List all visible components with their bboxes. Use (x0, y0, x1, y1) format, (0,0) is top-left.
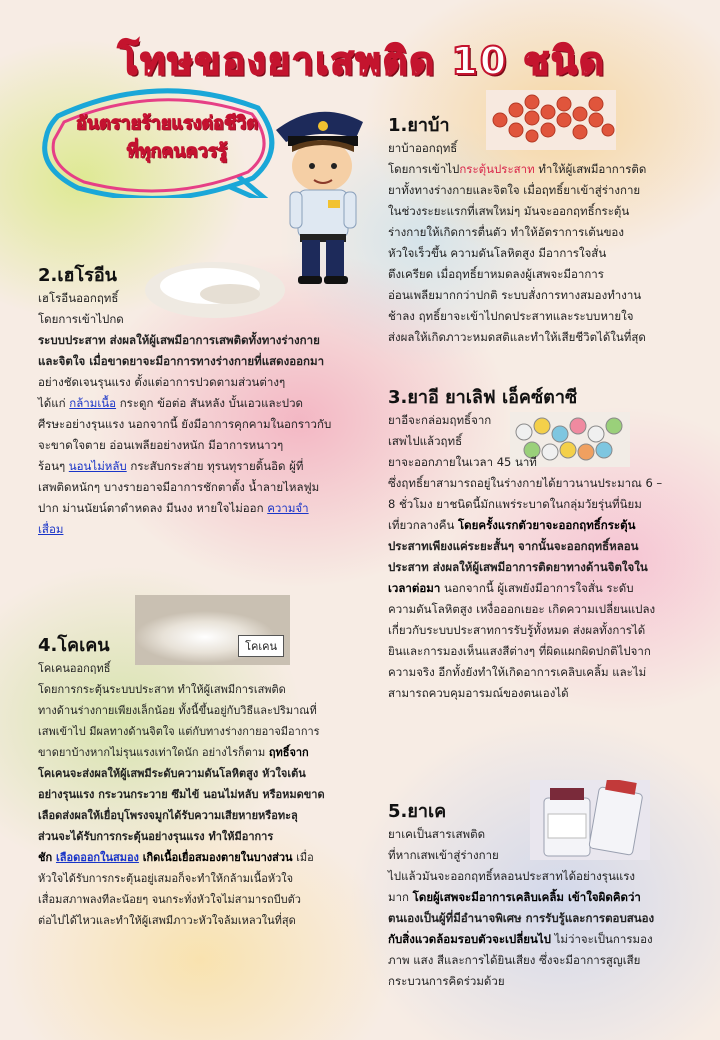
text-line: อย่างชัดเจนรุนแรง ตั้งแต่อาการปวดตามส่วนต่างๆ (38, 375, 286, 389)
section-yaba-heading: 1.ยาบ้า (388, 115, 450, 136)
link-brain-bleed[interactable]: เลือดออกในสมอง (55, 851, 139, 864)
text-line: ปาก ม่านนัยน์ตาดำหดลง มีนงง หายใจไม่ออก ความจำ (38, 501, 309, 515)
text-line: ประสาทเพียงแค่ระยะสั้นๆ จากนั้นจะออกฤทธิ์หลอน (388, 539, 639, 553)
text-line: ยาเคเป็นสารเสพติด (388, 827, 486, 841)
section-ketamine-text (388, 824, 654, 992)
text-line: ตึงเครียด เมื่อฤทธิ์ยาหมดลงผู้เสพจะมีอาการ (388, 267, 604, 281)
text-line: หัวใจได้รับการกระตุ้นอยู่เสมอก็จะทำให้กล้ามเนื้อหัวใจ (38, 872, 294, 885)
section-heroin-heading: 2.เฮโรอีน (38, 265, 117, 286)
bubble-text (42, 110, 292, 166)
section-cocaine-text (38, 658, 325, 931)
text-line: เสพติดหนักๆ บางรายอาจมีอาการชักตาตั้ง น้ำลายไหลฟูม (38, 480, 320, 494)
text-line: ตนเองเป็นผู้ที่มีอำนาจพิเศษ การรับรู้และการตอบสนอง (388, 911, 655, 925)
text-line: เกี่ยวกับระบบประสาทการรับรู้ทั้งหมด ส่งผลทั้งการได้ (388, 623, 646, 637)
text-line: ได้แก่ กล้ามเนื้อ กระดูก ข้อต่อ สันหลัง บั้นเอวและปวด (38, 396, 304, 410)
text-line: ไปแล้วมันจะออกฤทธิ์หลอนประสาทได้อย่างรุนแรง (388, 869, 636, 883)
text-line: กับสิ่งแวดล้อมรอบตัวจะเปลี่ยนไป ไม่ว่าจะเป็นการมอง (388, 932, 653, 946)
text-line: หัวใจเร็วขึ้น ความดันโลหิตสูง มีอาการใจสั่น (388, 246, 607, 260)
text-line: ส่วนจะได้รับการกระตุ้นอย่างรุนแรง ทำให้มีอาการ (38, 830, 274, 843)
text-line: เที่ยวกลางคืน โดยครั้งแรกตัวยาจะออกฤทธิ์กระตุ้น (388, 518, 636, 532)
section-ecstasy-heading: 3.ยาอี ยาเลิฟ เอ็คซ์ตาซี (388, 387, 578, 408)
text-line (38, 519, 331, 540)
text-line: ยาทั้งทางร่างกายและจิตใจ เมื่อฤทธิ์ยาเข้าสู่ร่างกาย (388, 183, 641, 197)
text-line: เสพเข้าไป มีผลทางด้านจิตใจ แต่กับทางร่างกายอาจมีอาการ (38, 725, 320, 738)
text-line: เวลาต่อมา นอกจากนี้ ผู้เสพยังมีอาการใจสั่น ระดับ (388, 581, 634, 595)
link-muscle[interactable]: กล้ามเนื้อ (69, 396, 117, 410)
text-line: อย่างรุนแรง กระวนกระวาย ซึมไข้ นอนไม่หลับ หรือหมดขาด (38, 788, 325, 801)
bubble-line-1: อันตรายร้ายแรงต่อชีวิต (75, 113, 259, 134)
text-line: ที่หากเสพเข้าสู่ร่างกาย (388, 848, 499, 862)
text-line: และจิตใจ เมื่อขาดยาจะมีอาการทางร่างกายที่แสดงออกมา (38, 354, 325, 368)
text-line: โดยการเข้าไปกด (38, 312, 124, 326)
text-line: เสพไปแล้วฤทธิ์ (388, 434, 463, 448)
text-line: มาก โดยผู้เสพจะมีอาการเคลิบเคลิ้ม เข้าใจผิดคิดว่า (388, 890, 641, 904)
text-line: อ่อนเพลียมากกว่าปกติ ระบบสั่งการทางสมองทำงาน (388, 288, 642, 302)
text-line: ยาบ้าออกฤทธิ์ (388, 141, 458, 155)
text-line: เสื่อมสภาพลงทีละน้อยๆ จนกระทั่งหัวใจไม่สามารถบีบตัว (38, 893, 301, 906)
text-line: โดยการกระตุ้นระบบประสาท ทำให้ผู้เสพมีการเสพติด (38, 683, 286, 696)
text-line: จะขาดใจตาย อ่อนเพลียอย่างหนัก มีอาการหนาวๆ (38, 438, 284, 452)
text-line: ยินและการมองเห็นแสงสีต่างๆ ที่ผิดแผกผิดปกติไปจาก (388, 644, 651, 658)
text-line: ส่งผลให้เกิดภาวะหมดสติและทำให้เสียชีวิตได้ในที่สุด (388, 330, 646, 344)
link-memory-cont[interactable]: เสื่อม (38, 522, 64, 536)
section-heroin-text (38, 288, 331, 540)
text-line: ความจริง อีกทั้งยังทำให้เกิดอาการเคลิบเคลิ้ม และไม่ (388, 665, 647, 679)
text-line: เลือดส่งผลให้เยื่อบุโพรงจมูกได้รับความเสียหายหรือทะลุ (38, 809, 298, 822)
cocaine-photo (135, 595, 290, 665)
poster-title: โทษของยาเสพติด 10 ชนิด (118, 39, 606, 83)
text-line: ช้าลง ฤทธิ์ยาจะเข้าไปกดประสาทและระบบหายใจ (388, 309, 634, 323)
text-line: ชัก เลือดออกในสมอง เกิดเนื้อเยื่อสมองตายในบางส่วน เมื่อ (38, 851, 314, 864)
text-line: ในช่วงระยะแรกที่เสพใหม่ๆ มันจะออกฤทธิ์กระตุ้น (388, 204, 630, 218)
text-line: ต่อไปได้ไหวและทำให้ผู้เสพมีภาวะหัวใจล้มเหลวในที่สุด (38, 914, 296, 927)
text-line: 8 ชั่วโมง ยาชนิดนี้มักแพร่ระบาดในกลุ่มวัยรุ่นที่นิยม (388, 497, 642, 511)
section-yaba-text (388, 138, 646, 348)
text-line: สามารถควบคุมอารมณ์ของตนเองได้ (388, 686, 569, 700)
text-line: โดยการเข้าไปกระตุ้นประสาท ทำให้ผู้เสพมีอาการติด (388, 162, 647, 176)
text-line: กระบวนการคิดร่วมด้วย (388, 974, 505, 988)
text-line: ความดันโลหิตสูง เหงื่อออกเยอะ เกิดความเปลี่ยนแปลง (388, 602, 656, 616)
cocaine-photo-label: โคเคน (238, 635, 284, 657)
text-line: ทางด้านร่างกายเพียงเล็กน้อย ทั้งนี้ขึ้นอยู่กับวิธีและปริมาณที่ (38, 704, 317, 717)
link-insomnia[interactable]: นอนไม่หลับ (68, 459, 127, 473)
text-line: ซึ่งฤทธิ์ยาสามารถอยู่ในร่างกายได้ยาวนานประมาณ 6 – (388, 476, 663, 490)
text-line: ยาอีจะกล่อมฤทธิ์จาก (388, 413, 492, 427)
text-line: เฮโรอีนออกฤทธิ์ (38, 291, 119, 305)
text-line: ระบบประสาท ส่งผลให้ผู้เสพมีอาการเสพติดทั้งทางร่างกาย (38, 333, 320, 347)
bubble-line-2: ที่ทุกคนควรรู้ (126, 141, 228, 162)
link-memory[interactable]: ความจำ (267, 501, 309, 515)
text-line: ศีรษะอย่างรุนแรง นอกจากนี้ ยังมีอาการคุกคามในอกราวกับ (38, 417, 332, 431)
text-line: ขาดยาบ้างหากไม่รุนแรงเท่าใดนัก อย่างไรก็ตาม ฤทธิ์จาก (38, 746, 309, 759)
text-line: โคเคนจะส่งผลให้ผู้เสพมีระดับความดันโลหิตสูง หัวใจเต้น (38, 767, 306, 780)
text-line: ภาพ แสง สีและการได้ยินเสียง ซึ่งจะมีอาการสูญเสีย (388, 953, 641, 967)
text-line: ยาจะออกภายในเวลา 45 นาที (388, 455, 537, 469)
section-ketamine-heading: 5.ยาเค (388, 801, 447, 822)
section-ecstasy-text (388, 410, 662, 704)
text-line: ร่างกายให้เกิดการตื่นตัว ทำให้อัตราการเต้นของ (388, 225, 624, 239)
text-line: ร้อนๆ นอนไม่หลับ กระสับกระส่าย ทุรนทุรายดิ้นอิด ผู้ที่ (38, 459, 304, 473)
text-line: ประสาท ส่งผลให้ผู้เสพมีอาการติดยาทางด้านจิตใจใน (388, 560, 648, 574)
text-line: โคเคนออกฤทธิ์ (38, 662, 111, 675)
section-cocaine-heading: 4.โคเคน (38, 635, 110, 656)
